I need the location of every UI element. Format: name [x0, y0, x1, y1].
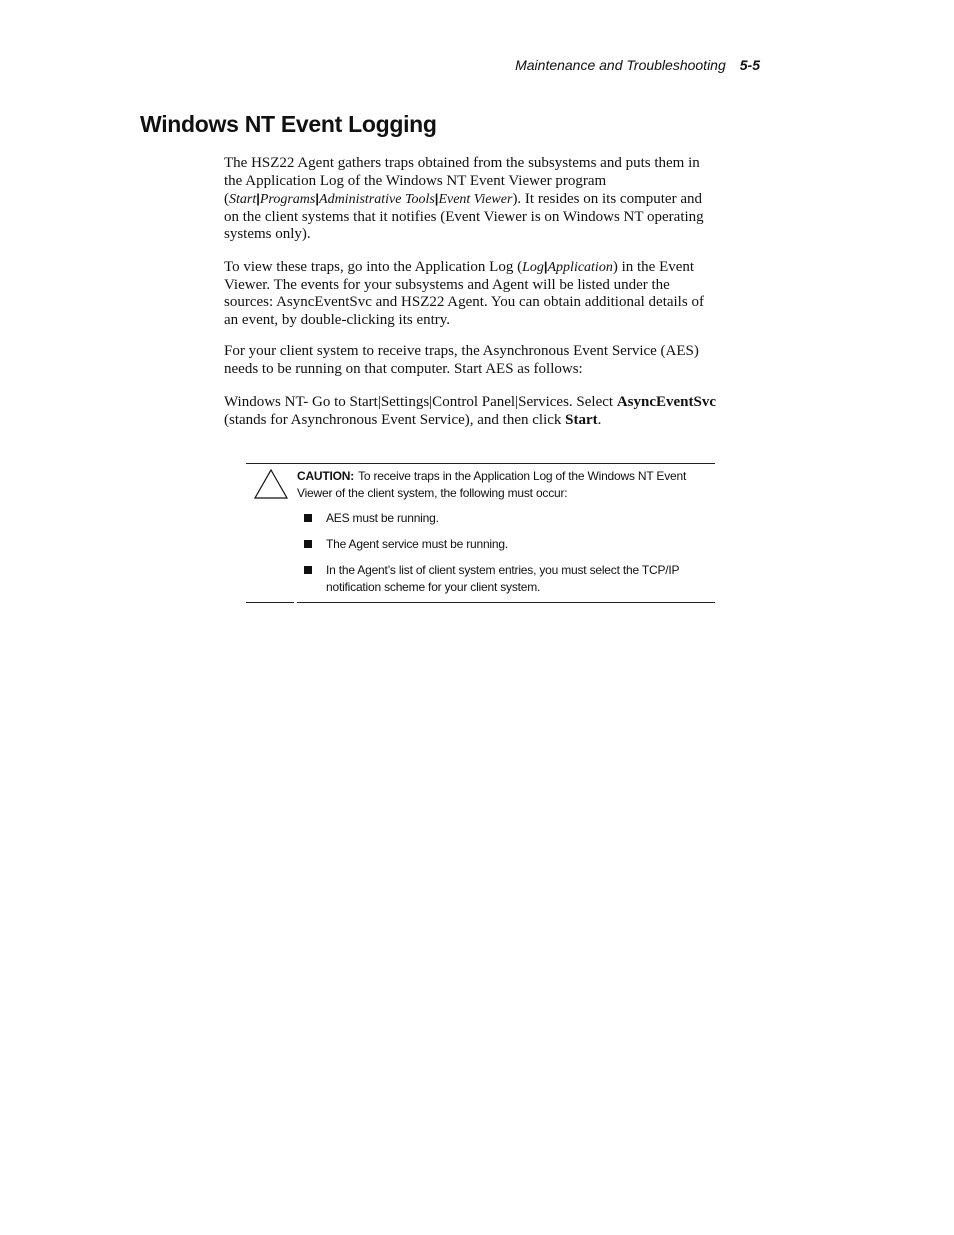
caution-bottom-rule [297, 602, 715, 603]
service-name: AsyncEventSvc [616, 394, 716, 410]
path-separator: | [434, 191, 439, 206]
list-item [303, 562, 707, 596]
start-command: Start [565, 411, 598, 428]
list-item-text: AES must be running. [326, 511, 439, 525]
menu-path-application: Application [547, 260, 613, 275]
path-separator: | [315, 191, 320, 206]
paragraph-aes-requirement: For your client system to receive traps, the Asynchronous Event Service (AES) needs to be running on that computer. Start AES as follows: [224, 343, 699, 377]
page-number: 5-5 [739, 57, 760, 73]
path-separator: | [256, 191, 260, 206]
list-item-text: In the Agent’s list of client system entries, you must select the TCP/IP notification scheme for your client system. [326, 563, 680, 594]
paragraph-text: ) in the Event Viewer. The events for your subsystems and Agent will be listed under the sources: AsyncEventSvc and HSZ22 Agent. You can obtain additional details of an event, by double-clicking its entry. [224, 259, 704, 328]
running-header [460, 57, 760, 73]
list-item-text: The Agent service must be running. [326, 537, 508, 551]
menu-path-programs: Programs [259, 192, 316, 207]
paragraph-text: ). It resides on its computer and on the client systems that it notifies (Event Viewer is on Windows NT operating systems only). [224, 191, 704, 242]
caution-triangle-icon [253, 468, 289, 500]
chapter-title: Maintenance and Troubleshooting [515, 57, 726, 73]
paragraph-text: To view these traps, go into the Application Log ( [224, 259, 523, 275]
paragraph-text: Windows NT- Go to Start|Settings|Control Panel|Services. Select [224, 394, 617, 410]
caution-message [297, 468, 707, 502]
square-bullet-icon [304, 540, 312, 548]
square-bullet-icon [304, 566, 312, 574]
caution-label: CAUTION: [297, 469, 355, 483]
caution-top-rule [246, 463, 715, 464]
paragraph-start-aes [224, 394, 716, 429]
paragraph-text: (stands for Asynchronous Event Service), and then click [224, 411, 566, 428]
caution-box [246, 463, 715, 602]
menu-path-event-viewer: Event Viewer [438, 192, 513, 207]
paragraph-event-viewer-intro [224, 155, 716, 244]
paragraph-text: The HSZ22 Agent gathers traps obtained from the subsystems and puts them in the Application Log of the Windows NT Event Viewer program ( [224, 155, 700, 207]
menu-path-log: Log [522, 260, 544, 275]
square-bullet-icon [304, 514, 312, 522]
caution-bottom-rule [246, 602, 294, 603]
caution-list [303, 510, 707, 605]
section-title: Windows NT Event Logging [140, 111, 437, 137]
menu-path-administrative-tools: Administrative Tools [319, 192, 435, 207]
paragraph-text: . [597, 411, 602, 428]
paragraph-view-traps [224, 258, 716, 329]
path-separator: | [543, 259, 548, 274]
list-item [303, 536, 707, 553]
caution-text: To receive traps in the Application Log of the Windows NT Event Viewer of the client system, the following must occur: [297, 469, 687, 500]
menu-path-start: Start [229, 192, 257, 207]
list-item [303, 510, 707, 527]
